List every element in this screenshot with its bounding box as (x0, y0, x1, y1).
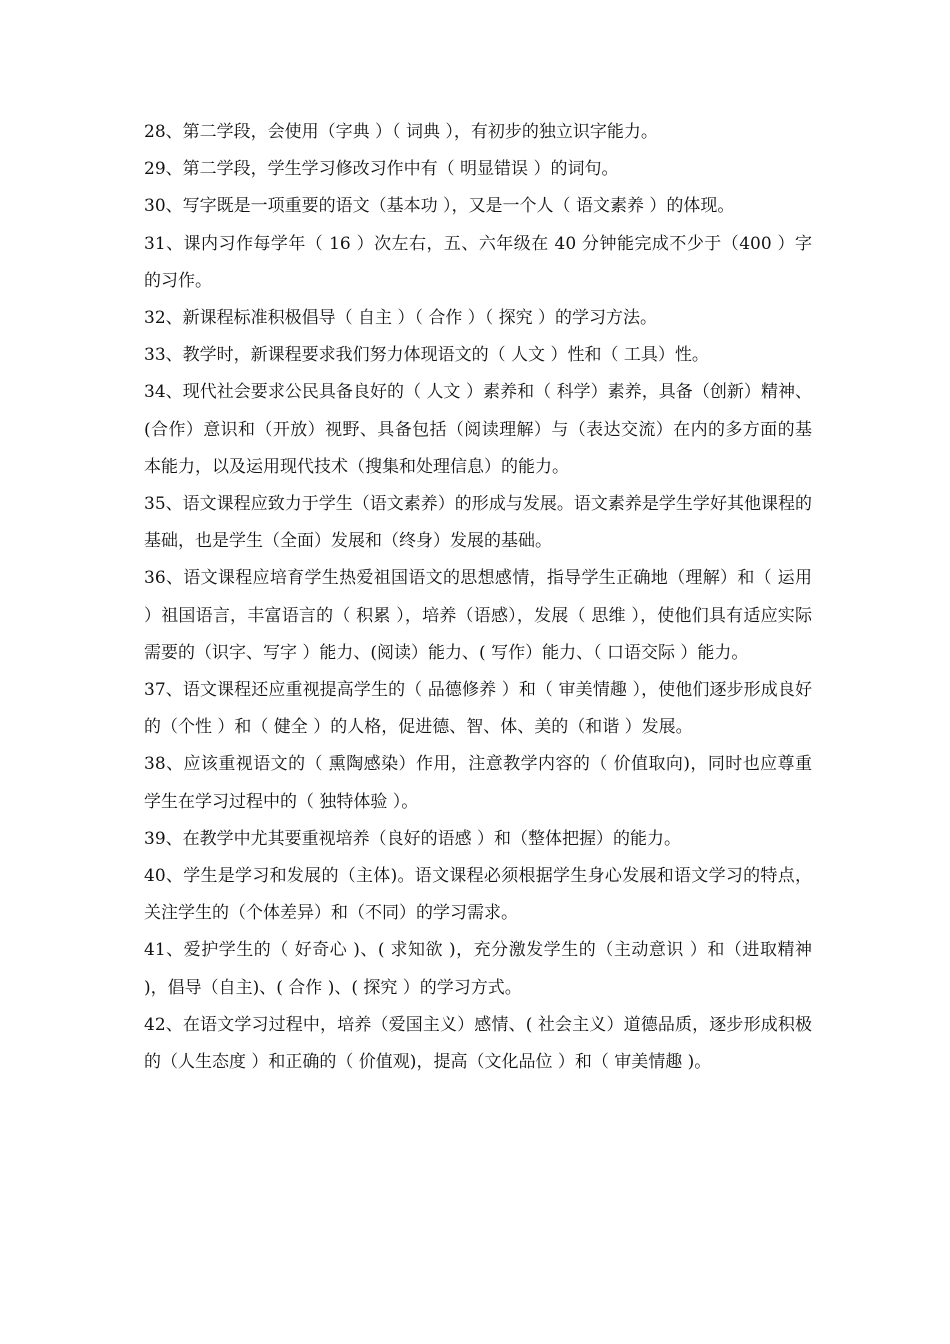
question-item-42: 42、在语文学习过程中，培养（爱国主义）感情、( 社会主义）道德品质，逐步形成积极的（人生态度 ）和正确的（ 价值观)，提高（文化品位 ）和（ 审美情趣 )。 (144, 1014, 812, 1073)
question-item-29: 29、第二学段，学生学习修改习作中有（ 明显错误 ）的词句。 (144, 159, 619, 180)
question-item-35: 35、语文课程应致力于学生（语文素养）的形成与发展。语文素养是学生学好其他课程的基础，也是学生（全面）发展和（终身）发展的基础。 (144, 494, 812, 552)
question-item-28: 28、第二学段，会使用（字典 ）（ 词典 ），有初步的独立识字能力。 (144, 122, 658, 142)
question-item-33: 33、教学时，新课程要求我们努力体现语文的（ 人文 ）性和（ 工具）性。 (144, 345, 709, 366)
question-item-36: 36、语文课程应培育学生热爱祖国语文的思想感情，指导学生正确地（理解）和（ 运用 ）祖国语言，丰富语言的（ 积累 ），培养（语感），发展（ 思维 ），使他们具有适应实际需要的（识字、写字 ）能力、(阅读）能力、( 写作）能力、（ 口语交际 ）能力。 (144, 568, 812, 663)
question-item-30: 30、写字既是一项重要的语文（基本功 ），又是一个人（ 语文素养 ）的体现。 (144, 196, 735, 217)
question-item-40: 40、学生是学习和发展的（主体)。语文课程必须根据学生身心发展和语文学习的特点，关注学生的（个体差异）和（不同）的学习需求。 (144, 866, 812, 924)
question-item-41: 41、爱护学生的（ 好奇心 )、( 求知欲 )，充分激发学生的（主动意识 ）和（进取精神 )，倡导（自主)、( 合作 )、( 探究 ）的学习方式。 (144, 940, 812, 998)
question-item-38: 38、应该重视语文的（ 熏陶感染）作用，注意教学内容的（ 价值取向)，同时也应尊重学生在学习过程中的（ 独特体验 ）。 (144, 754, 812, 812)
question-item-34: 34、现代社会要求公民具备良好的（ 人文 ）素养和（ 科学）素养，具备（创新）精神、(合作）意识和（开放）视野、具备包括（阅读理解）与（表达交流）在内的多方面的基本能力，以及运用现代技术（搜集和处理信息）的能力。 (144, 382, 812, 477)
document-body (144, 114, 812, 1081)
question-item-31: 31、课内习作每学年（ 16 ）次左右，五、六年级在 40 分钟能完成不少于（400 ）字的习作。 (144, 233, 812, 291)
question-item-32: 32、新课程标准积极倡导（ 自主 ）（ 合作 ）（ 探究 ）的学习方法。 (144, 308, 658, 329)
question-item-39: 39、在教学中尤其要重视培养（良好的语感 ）和（整体把握）的能力。 (144, 828, 682, 849)
question-item-37: 37、语文课程还应重视提高学生的（ 品德修养 ）和（ 审美情趣 ），使他们逐步形成良好的（个性 ）和（ 健全 ）的人格，促进德、智、体、美的（和谐 ）发展。 (144, 680, 812, 738)
